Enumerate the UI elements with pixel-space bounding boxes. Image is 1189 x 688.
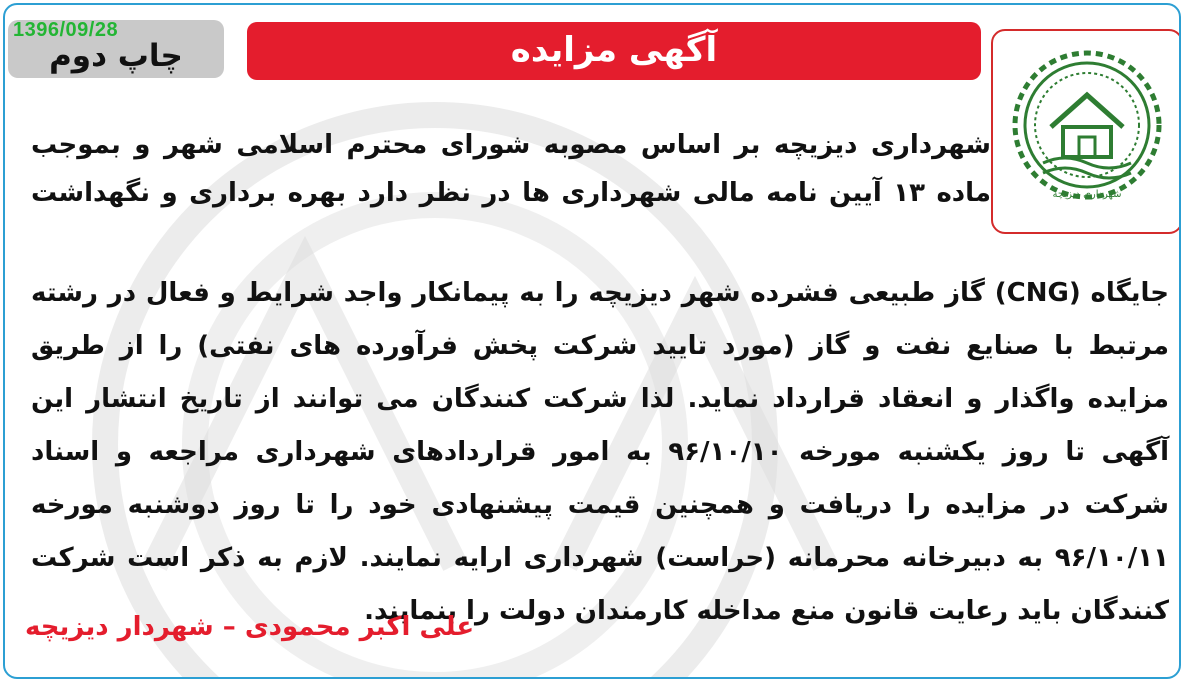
publication-date: 1396/09/28 bbox=[13, 19, 119, 41]
ad-title-banner: آگهی مزایده bbox=[247, 22, 981, 80]
ad-frame bbox=[3, 3, 1181, 679]
municipality-logo-box bbox=[991, 29, 1181, 234]
signature: علی اکبر محمودی – شهردار دیزیچه bbox=[25, 612, 475, 642]
edition-badge: چاپ دوم bbox=[8, 20, 224, 78]
body-paragraph: جایگاه (CNG) گاز طبیعی فشرده شهر دیزیچه را به پیمانکار واجد شرایط و فعال در رشته مرتبط با صنایع نفت و گاز (مورد تایید شرکت پخش فرآورده های نفتی) را از طریق مزایده واگذار و انعقاد قرارداد نماید. لذا شرکت کنندگان می توانند از تاریخ انتشار این آگهی تا روز یکشنبه مورخه ۹۶/۱۰/۱۰ به امور قراردادهای شهرداری مراجعه و اسناد شرکت در مزایده را دریافت و همچنین قیمت پیشنهادی خود را تا روز دوشنبه مورخه ۹۶/۱۰/۱۱ به دبیرخانه محرمانه (حراست) شهرداری ارایه نمایند. لازم به ذکر است شرکت کنندگان باید رعایت قانون منع مداخله کارمندان دولت را بنمایند. bbox=[31, 278, 1170, 626]
logo-caption: شهرداری دیزیچه bbox=[1052, 189, 1122, 200]
intro-paragraph: شهرداری دیزیچه بر اساس مصوبه شورای محترم اسلامی شهر و بموجب ماده ۱۳ آیین نامه مالی شهرداری ها در نظر دارد بهره برداری و نگهداشت bbox=[31, 130, 991, 208]
